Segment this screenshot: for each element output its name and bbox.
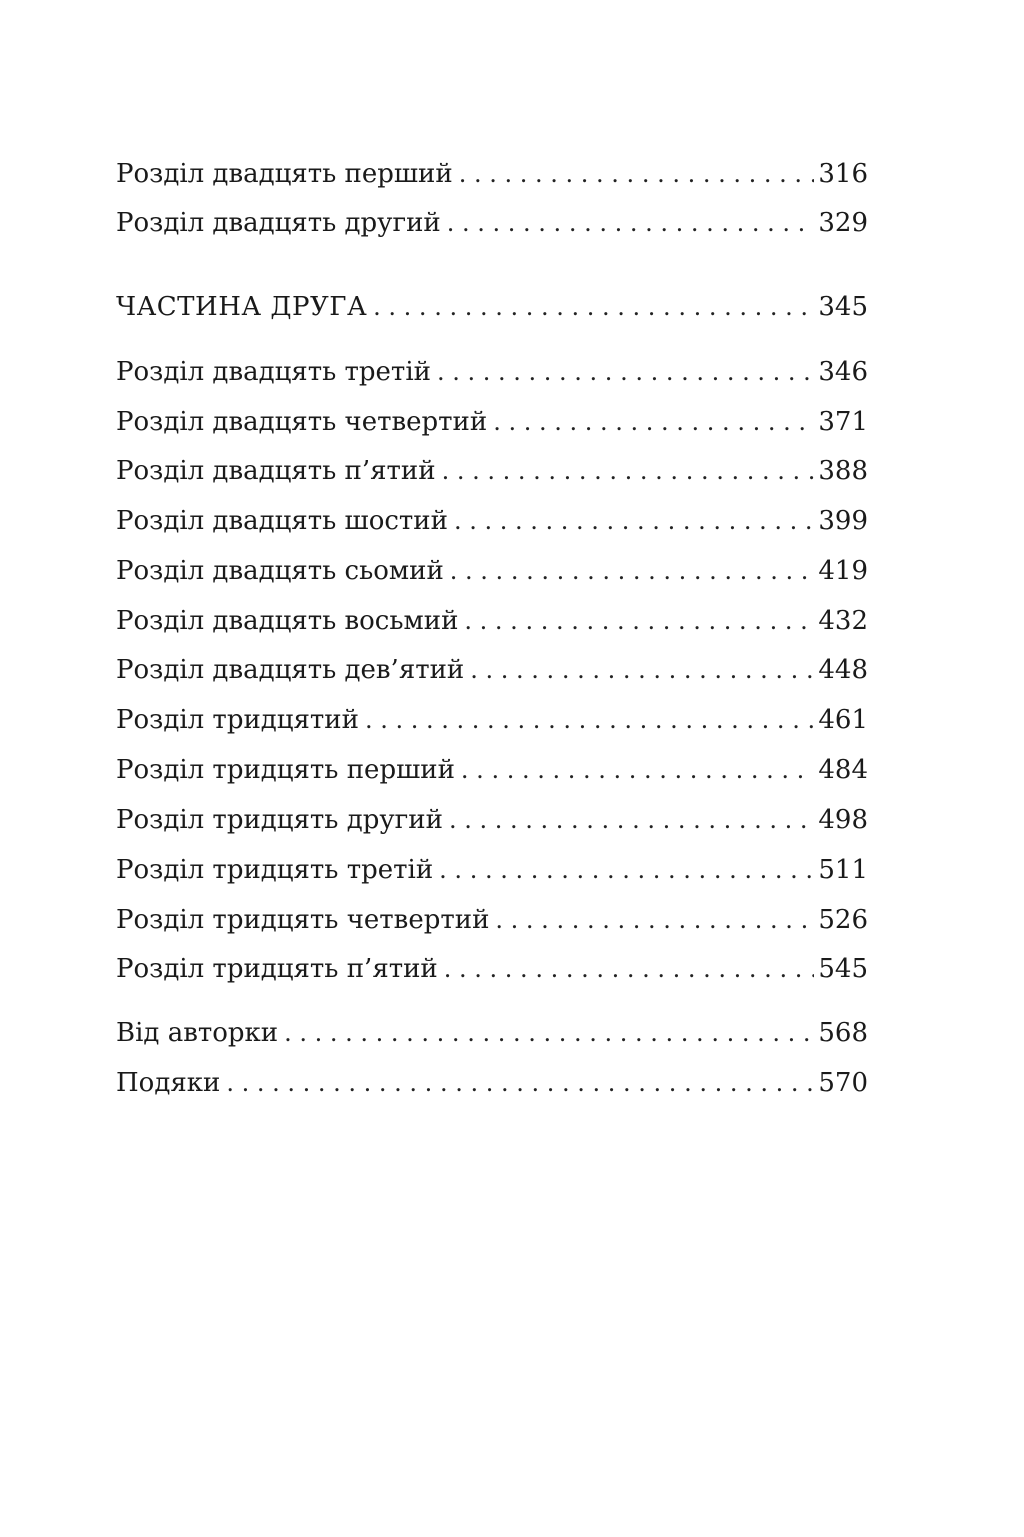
toc-entry-title: Розділ двадцять восьмий [116,601,464,641]
toc-entry-chapter-23 [116,352,868,392]
toc-entry-chapter-25 [116,451,868,491]
toc-entry-page: 346 [814,352,868,392]
toc-entry-title: Розділ двадцять другий [116,203,447,243]
dot-leader [439,850,814,890]
toc-entry-page: 461 [814,700,868,740]
toc-entry-page: 329 [814,203,868,243]
dot-leader [449,800,814,840]
toc-entry-acknowledgements [116,1063,868,1103]
toc-entry-page: 399 [814,501,868,541]
dot-leader [442,451,815,491]
dot-leader [493,402,814,442]
toc-entry-page: 448 [814,650,868,690]
toc-entry-page: 568 [814,1013,868,1053]
toc-entry-title: Розділ двадцять третій [116,352,437,392]
toc-entry-chapter-26 [116,501,868,541]
dot-leader [437,352,814,392]
toc-entry-chapter-30 [116,700,868,740]
dot-leader [450,551,815,591]
toc-entry-title: Розділ двадцять четвертий [116,402,493,442]
toc-entry-page: 484 [814,750,868,790]
toc-entry-title: Розділ тридцять другий [116,800,449,840]
toc-entry-page: 526 [814,900,868,940]
dot-leader [495,900,814,940]
toc-entry-title: Подяки [116,1063,226,1103]
toc-entry-title: Розділ двадцять п’ятий [116,451,442,491]
toc-entry-page: 345 [814,287,868,327]
toc-entry-title: Розділ тридцятий [116,700,365,740]
toc-entry-page: 511 [814,850,868,890]
toc-entry-title: Від авторки [116,1013,284,1053]
toc-entry-title: Розділ тридцять четвертий [116,900,495,940]
toc-entry-chapter-27 [116,551,868,591]
toc-entry-page: 498 [814,800,868,840]
toc-entry-title: Розділ двадцять шостий [116,501,454,541]
dot-leader [444,949,815,989]
dot-leader [284,1013,814,1053]
toc-entry-page: 432 [814,601,868,641]
dot-leader [454,501,814,541]
dot-leader [365,700,814,740]
table-of-contents [116,0,868,1537]
toc-entry-title: Розділ тридцять третій [116,850,439,890]
toc-entry-page: 570 [814,1063,868,1103]
toc-entry-chapter-35 [116,949,868,989]
toc-entry-page: 316 [814,154,868,194]
toc-part-title: ЧАСТИНА ДРУГА [116,287,373,327]
toc-entry-part-two [116,287,868,327]
toc-entry-chapter-21 [116,154,868,194]
dot-leader [461,750,814,790]
toc-entry-chapter-31 [116,750,868,790]
dot-leader [447,203,815,243]
toc-entry-page: 419 [814,551,868,591]
toc-entry-page: 371 [814,402,868,442]
dot-leader [459,154,815,194]
toc-entry-chapter-24 [116,402,868,442]
toc-entry-chapter-33 [116,850,868,890]
toc-entry-page: 545 [814,949,868,989]
toc-entry-title: Розділ тридцять п’ятий [116,949,444,989]
toc-entry-chapter-34 [116,900,868,940]
toc-entry-title: Розділ двадцять сьомий [116,551,450,591]
dot-leader [470,650,814,690]
toc-entry-chapter-22 [116,203,868,243]
toc-entry-chapter-29 [116,650,868,690]
toc-entry-chapter-28 [116,601,868,641]
dot-leader [373,287,814,327]
toc-entry-title: Розділ двадцять перший [116,154,459,194]
toc-entry-chapter-32 [116,800,868,840]
toc-entry-title: Розділ двадцять дев’ятий [116,650,470,690]
toc-entry-page: 388 [814,451,868,491]
toc-entry-title: Розділ тридцять перший [116,750,461,790]
toc-entry-author-note [116,1013,868,1053]
dot-leader [226,1063,814,1103]
dot-leader [464,601,814,641]
